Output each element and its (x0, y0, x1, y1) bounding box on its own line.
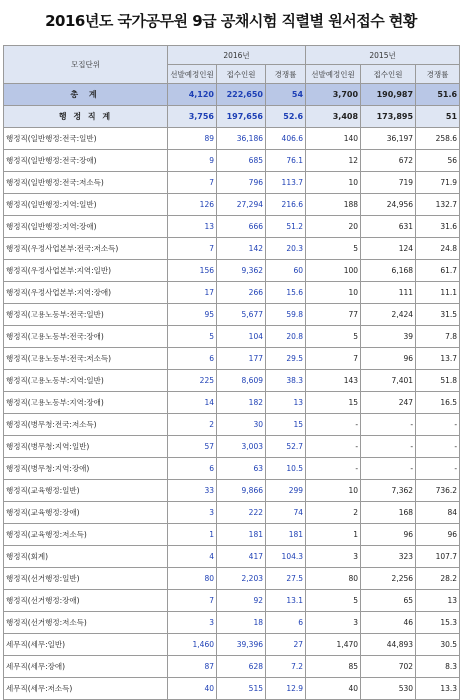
table-row (4, 326, 460, 348)
cell-applied-2015: 2,424 (361, 304, 416, 326)
column-header-applied-2015: 접수인원 (361, 65, 416, 84)
cell-applied-2016: 3,003 (217, 436, 266, 458)
row-label: 행정직(회계) (4, 546, 168, 568)
cell-selected-2015: 140 (306, 128, 361, 150)
cell-applied-2016: 39,396 (217, 634, 266, 656)
column-header-2015: 2015년 (306, 46, 460, 65)
cell-ratio-2015: 56 (416, 150, 460, 172)
row-label: 세무직(세무:저소득) (4, 678, 168, 700)
cell-ratio-2016: 216.6 (266, 194, 306, 216)
cell-selected-2015: - (306, 436, 361, 458)
cell-selected-2015: 3,408 (306, 106, 361, 128)
row-label: 총 계 (4, 84, 168, 106)
cell-applied-2016: 36,186 (217, 128, 266, 150)
cell-applied-2015: 190,987 (361, 84, 416, 106)
row-label: 행정직(병무청:지역:장애) (4, 458, 168, 480)
cell-applied-2015: 24,956 (361, 194, 416, 216)
cell-selected-2016: 3 (168, 502, 217, 524)
cell-selected-2015: 1,470 (306, 634, 361, 656)
cell-ratio-2016: 60 (266, 260, 306, 282)
table-row (4, 370, 460, 392)
cell-applied-2016: 18 (217, 612, 266, 634)
cell-applied-2015: 631 (361, 216, 416, 238)
cell-ratio-2015: 51.6 (416, 84, 460, 106)
total-row (4, 84, 460, 106)
cell-selected-2016: 3,756 (168, 106, 217, 128)
cell-ratio-2016: 52.7 (266, 436, 306, 458)
cell-selected-2015: 12 (306, 150, 361, 172)
cell-ratio-2015: 31.5 (416, 304, 460, 326)
row-label: 행정직(일반행정:전국:일반) (4, 128, 168, 150)
cell-selected-2016: 89 (168, 128, 217, 150)
cell-applied-2016: 27,294 (217, 194, 266, 216)
subtotal-row (4, 106, 460, 128)
row-label: 행정직(선거행정:일반) (4, 568, 168, 590)
cell-ratio-2016: 20.3 (266, 238, 306, 260)
cell-selected-2015: 143 (306, 370, 361, 392)
cell-ratio-2015: 24.8 (416, 238, 460, 260)
cell-applied-2016: 515 (217, 678, 266, 700)
column-header-selected-2015: 선발예정인원 (306, 65, 361, 84)
cell-selected-2015: 1 (306, 524, 361, 546)
cell-ratio-2015: 84 (416, 502, 460, 524)
row-label: 행정직(선거행정:저소득) (4, 612, 168, 634)
cell-selected-2016: 33 (168, 480, 217, 502)
cell-ratio-2015: 15.3 (416, 612, 460, 634)
cell-selected-2016: 6 (168, 458, 217, 480)
row-label: 행정직(일반행정:전국:저소득) (4, 172, 168, 194)
table-row (4, 502, 460, 524)
cell-selected-2016: 9 (168, 150, 217, 172)
cell-applied-2016: 9,362 (217, 260, 266, 282)
cell-ratio-2015: 13.7 (416, 348, 460, 370)
cell-applied-2015: 702 (361, 656, 416, 678)
cell-applied-2015: 2,256 (361, 568, 416, 590)
cell-applied-2015: - (361, 458, 416, 480)
cell-selected-2016: 13 (168, 216, 217, 238)
cell-applied-2015: 323 (361, 546, 416, 568)
cell-ratio-2015: 13 (416, 590, 460, 612)
row-label: 행정직(우정사업본부:지역:장애) (4, 282, 168, 304)
table-row (4, 260, 460, 282)
cell-selected-2016: 14 (168, 392, 217, 414)
cell-selected-2015: 10 (306, 172, 361, 194)
cell-selected-2015: 3 (306, 546, 361, 568)
cell-applied-2015: 39 (361, 326, 416, 348)
cell-selected-2016: 5 (168, 326, 217, 348)
cell-applied-2016: 685 (217, 150, 266, 172)
cell-selected-2015: 3,700 (306, 84, 361, 106)
cell-selected-2016: 1,460 (168, 634, 217, 656)
cell-ratio-2016: 38.3 (266, 370, 306, 392)
cell-ratio-2016: 27.5 (266, 568, 306, 590)
cell-selected-2015: 3 (306, 612, 361, 634)
cell-ratio-2016: 406.6 (266, 128, 306, 150)
cell-ratio-2016: 113.7 (266, 172, 306, 194)
row-label: 행정직(일반행정:전국:장애) (4, 150, 168, 172)
cell-applied-2016: 182 (217, 392, 266, 414)
cell-applied-2015: 124 (361, 238, 416, 260)
cell-selected-2015: 2 (306, 502, 361, 524)
table-row (4, 590, 460, 612)
row-label: 행정직(고용노동부:전국:일반) (4, 304, 168, 326)
cell-ratio-2016: 29.5 (266, 348, 306, 370)
cell-ratio-2015: 71.9 (416, 172, 460, 194)
cell-ratio-2016: 51.2 (266, 216, 306, 238)
cell-ratio-2015: - (416, 436, 460, 458)
cell-applied-2015: 7,362 (361, 480, 416, 502)
row-label: 세무직(세무:일반) (4, 634, 168, 656)
cell-applied-2015: 6,168 (361, 260, 416, 282)
cell-ratio-2015: 31.6 (416, 216, 460, 238)
cell-ratio-2016: 104.3 (266, 546, 306, 568)
cell-ratio-2015: 7.8 (416, 326, 460, 348)
row-label: 행정직(고용노동부:전국:저소득) (4, 348, 168, 370)
cell-applied-2016: 30 (217, 414, 266, 436)
cell-ratio-2015: 132.7 (416, 194, 460, 216)
cell-ratio-2016: 76.1 (266, 150, 306, 172)
table-row (4, 348, 460, 370)
cell-ratio-2016: 74 (266, 502, 306, 524)
cell-applied-2015: 96 (361, 524, 416, 546)
cell-ratio-2015: 96 (416, 524, 460, 546)
cell-applied-2016: 266 (217, 282, 266, 304)
cell-applied-2015: 36,197 (361, 128, 416, 150)
cell-selected-2016: 126 (168, 194, 217, 216)
cell-applied-2016: 92 (217, 590, 266, 612)
cell-ratio-2015: 107.7 (416, 546, 460, 568)
cell-ratio-2016: 181 (266, 524, 306, 546)
table-row (4, 436, 460, 458)
table-row (4, 392, 460, 414)
cell-selected-2016: 2 (168, 414, 217, 436)
cell-ratio-2016: 12.9 (266, 678, 306, 700)
cell-selected-2016: 80 (168, 568, 217, 590)
cell-ratio-2015: - (416, 414, 460, 436)
cell-applied-2016: 8,609 (217, 370, 266, 392)
cell-selected-2016: 17 (168, 282, 217, 304)
cell-applied-2016: 222,650 (217, 84, 266, 106)
column-header-applied-2016: 접수인원 (217, 65, 266, 84)
cell-selected-2016: 95 (168, 304, 217, 326)
row-label: 행정직(고용노동부:전국:장애) (4, 326, 168, 348)
cell-ratio-2016: 6 (266, 612, 306, 634)
row-label: 행정직(교육행정:일반) (4, 480, 168, 502)
cell-applied-2016: 177 (217, 348, 266, 370)
cell-ratio-2015: 736.2 (416, 480, 460, 502)
cell-ratio-2015: 28.2 (416, 568, 460, 590)
column-header-ratio-2015: 경쟁률 (416, 65, 460, 84)
cell-applied-2016: 181 (217, 524, 266, 546)
cell-selected-2015: 7 (306, 348, 361, 370)
cell-selected-2015: 5 (306, 590, 361, 612)
cell-selected-2015: 20 (306, 216, 361, 238)
cell-selected-2015: 40 (306, 678, 361, 700)
cell-applied-2015: 719 (361, 172, 416, 194)
cell-applied-2016: 796 (217, 172, 266, 194)
cell-ratio-2015: 11.1 (416, 282, 460, 304)
table-body (4, 84, 460, 700)
table-row (4, 656, 460, 678)
cell-ratio-2016: 13 (266, 392, 306, 414)
cell-ratio-2016: 10.5 (266, 458, 306, 480)
cell-ratio-2016: 59.8 (266, 304, 306, 326)
row-label: 행정직(고용노동부:지역:장애) (4, 392, 168, 414)
table-row (4, 524, 460, 546)
cell-ratio-2016: 54 (266, 84, 306, 106)
table-row (4, 194, 460, 216)
page-title: 2016년도 국가공무원 9급 공채시험 직렬별 원서접수 현황 (45, 12, 417, 30)
column-header-ratio-2016: 경쟁률 (266, 65, 306, 84)
row-label: 행정직(병무청:지역:일반) (4, 436, 168, 458)
cell-ratio-2015: 258.6 (416, 128, 460, 150)
cell-selected-2015: 77 (306, 304, 361, 326)
table-row (4, 546, 460, 568)
cell-ratio-2015: - (416, 458, 460, 480)
cell-selected-2015: 5 (306, 326, 361, 348)
table-row (4, 150, 460, 172)
cell-selected-2015: 10 (306, 480, 361, 502)
table-row (4, 458, 460, 480)
cell-selected-2016: 7 (168, 172, 217, 194)
cell-selected-2016: 1 (168, 524, 217, 546)
cell-ratio-2016: 52.6 (266, 106, 306, 128)
cell-applied-2016: 666 (217, 216, 266, 238)
table-row (4, 216, 460, 238)
cell-selected-2016: 6 (168, 348, 217, 370)
cell-ratio-2016: 13.1 (266, 590, 306, 612)
cell-applied-2016: 5,677 (217, 304, 266, 326)
row-label: 행정직(교육행정:저소득) (4, 524, 168, 546)
row-label: 행정직(선거행정:장애) (4, 590, 168, 612)
cell-applied-2015: - (361, 436, 416, 458)
cell-selected-2016: 7 (168, 590, 217, 612)
row-label: 세무직(세무:장애) (4, 656, 168, 678)
cell-ratio-2015: 16.5 (416, 392, 460, 414)
cell-applied-2015: 247 (361, 392, 416, 414)
cell-selected-2016: 225 (168, 370, 217, 392)
cell-applied-2015: 111 (361, 282, 416, 304)
recruitment-table (3, 45, 460, 700)
cell-applied-2015: 173,895 (361, 106, 416, 128)
cell-applied-2015: 530 (361, 678, 416, 700)
column-header-unit: 모집단위 (4, 46, 168, 84)
cell-selected-2016: 40 (168, 678, 217, 700)
cell-applied-2016: 9,866 (217, 480, 266, 502)
cell-selected-2015: 100 (306, 260, 361, 282)
row-label: 행정직(우정사업본부:전국:저소득) (4, 238, 168, 260)
cell-applied-2016: 628 (217, 656, 266, 678)
cell-ratio-2016: 27 (266, 634, 306, 656)
cell-selected-2015: 188 (306, 194, 361, 216)
column-header-selected-2016: 선발예정인원 (168, 65, 217, 84)
cell-applied-2016: 104 (217, 326, 266, 348)
cell-selected-2015: 15 (306, 392, 361, 414)
cell-selected-2016: 4,120 (168, 84, 217, 106)
cell-applied-2015: 46 (361, 612, 416, 634)
table-row (4, 172, 460, 194)
cell-applied-2015: 672 (361, 150, 416, 172)
cell-ratio-2015: 51 (416, 106, 460, 128)
cell-applied-2016: 417 (217, 546, 266, 568)
cell-applied-2015: 7,401 (361, 370, 416, 392)
row-label: 행 정 직 계 (4, 106, 168, 128)
table-row (4, 480, 460, 502)
column-header-2016: 2016년 (168, 46, 306, 65)
table-row (4, 414, 460, 436)
cell-selected-2015: 80 (306, 568, 361, 590)
cell-selected-2016: 57 (168, 436, 217, 458)
cell-applied-2016: 197,656 (217, 106, 266, 128)
row-label: 행정직(교육행정:장애) (4, 502, 168, 524)
cell-applied-2016: 142 (217, 238, 266, 260)
cell-ratio-2016: 15 (266, 414, 306, 436)
cell-applied-2016: 222 (217, 502, 266, 524)
cell-selected-2016: 7 (168, 238, 217, 260)
cell-ratio-2015: 51.8 (416, 370, 460, 392)
table-row (4, 568, 460, 590)
table-row (4, 634, 460, 656)
cell-applied-2015: 44,893 (361, 634, 416, 656)
cell-applied-2015: 65 (361, 590, 416, 612)
row-label: 행정직(일반행정:지역:장애) (4, 216, 168, 238)
row-label: 행정직(우정사업본부:지역:일반) (4, 260, 168, 282)
cell-selected-2015: 5 (306, 238, 361, 260)
row-label: 행정직(고용노동부:지역:일반) (4, 370, 168, 392)
cell-ratio-2015: 30.5 (416, 634, 460, 656)
table-row (4, 678, 460, 700)
cell-selected-2015: - (306, 414, 361, 436)
cell-applied-2016: 2,203 (217, 568, 266, 590)
cell-applied-2016: 63 (217, 458, 266, 480)
cell-ratio-2015: 8.3 (416, 656, 460, 678)
row-label: 행정직(일반행정:지역:일반) (4, 194, 168, 216)
cell-ratio-2016: 299 (266, 480, 306, 502)
cell-selected-2016: 87 (168, 656, 217, 678)
table-row (4, 612, 460, 634)
cell-selected-2015: 85 (306, 656, 361, 678)
cell-selected-2016: 3 (168, 612, 217, 634)
row-label: 행정직(병무청:전국:저소득) (4, 414, 168, 436)
table-row (4, 128, 460, 150)
table-row (4, 282, 460, 304)
cell-selected-2015: 10 (306, 282, 361, 304)
cell-ratio-2016: 15.6 (266, 282, 306, 304)
cell-ratio-2015: 61.7 (416, 260, 460, 282)
cell-selected-2015: - (306, 458, 361, 480)
cell-ratio-2016: 20.8 (266, 326, 306, 348)
cell-applied-2015: - (361, 414, 416, 436)
table-row (4, 238, 460, 260)
cell-ratio-2015: 13.3 (416, 678, 460, 700)
cell-selected-2016: 156 (168, 260, 217, 282)
cell-applied-2015: 96 (361, 348, 416, 370)
cell-applied-2015: 168 (361, 502, 416, 524)
header-row-years (4, 46, 460, 65)
cell-ratio-2016: 7.2 (266, 656, 306, 678)
table-row (4, 304, 460, 326)
cell-selected-2016: 4 (168, 546, 217, 568)
